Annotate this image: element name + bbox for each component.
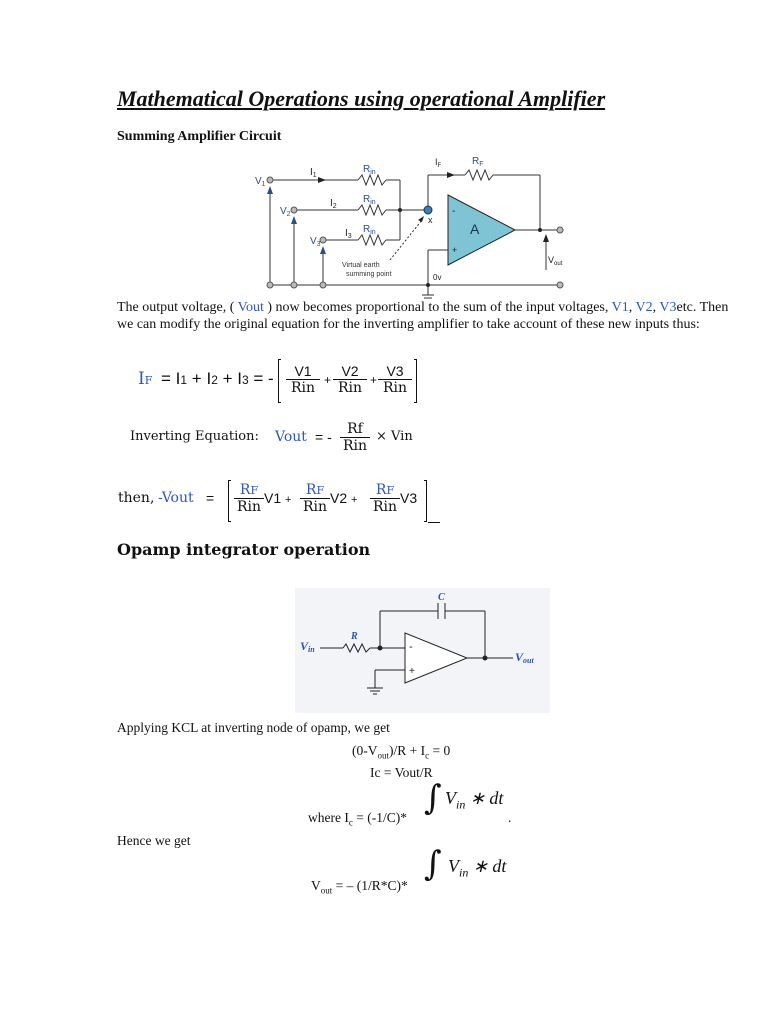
integrand-1: $V_{in}$ ∗ dt	[445, 788, 504, 812]
label-v2: $V_2$	[280, 206, 291, 218]
int-label-plus: +	[409, 666, 415, 677]
summing-amplifier-diagram	[250, 150, 590, 300]
label-amp-a: A	[470, 221, 480, 237]
int-label-c: C	[438, 592, 445, 603]
kcl-equation: $(0-V_{out})/R + I_c = 0$	[352, 743, 451, 761]
int-label-vin: Vin	[300, 639, 315, 654]
label-rf: $R_F$	[472, 156, 484, 168]
vout-equation: $V_{out}$ = – (1/R*C)*	[311, 878, 408, 896]
label-i3: $I_3$	[345, 228, 352, 240]
label-if: $I_F$	[435, 157, 442, 169]
int-label-r: R	[351, 631, 358, 642]
label-plus: +	[452, 245, 458, 255]
paragraph-output-voltage: The output voltage, ( Vout ) now becomes proportional to the sum of the input voltages, V1, V2, V3etc. Then we can modify the original equation for the inverting amplifier to take account of these new inputs thus:	[117, 300, 729, 332]
label-v3: $V_3$	[310, 236, 321, 248]
ic-equation: Ic = Vout/R	[370, 765, 433, 780]
where-ic-equation: where $I_c = (-1/C)*$	[308, 810, 407, 828]
integral-sign-2: ∫	[424, 844, 442, 884]
integrator-diagram	[295, 588, 550, 713]
section-heading-summing: Summing Amplifier Circuit	[117, 129, 282, 144]
label-virtual-earth: Virtual earth summing point	[342, 262, 392, 278]
period: .	[508, 810, 512, 825]
label-rin-2: $R_{in}$	[363, 194, 376, 206]
label-vout: $V_{out}$	[548, 255, 563, 267]
equation-then: then, -Vout = RF Rin V1 + RF Rin V2 + RF Rin V3	[118, 480, 458, 524]
int-label-vout: Vout	[515, 650, 534, 665]
label-v1: $V_1$	[255, 176, 266, 188]
section-heading-integrator: Opamp integrator operation	[117, 540, 371, 559]
label-node-x: x	[428, 215, 433, 225]
kcl-text: Applying KCL at inverting node of opamp, we get	[117, 720, 390, 735]
label-i1: $I_1$	[310, 167, 317, 179]
integrand-2: $V_{in}$ ∗ dt	[448, 856, 507, 880]
integral-sign-1: ∫	[424, 778, 442, 818]
equation-summing-currents: IF = I1 + I2 + I3 = - V1 Rin + V2 Rin + V3 Rin	[138, 363, 418, 403]
label-0v: 0v	[433, 273, 442, 282]
label-minus: -	[452, 206, 456, 217]
int-label-minus: -	[409, 641, 413, 653]
page-title: Mathematical Operations using operational Amplifier	[117, 86, 606, 111]
equation-inverting: Inverting Equation: Vout = - Rf Rin × Vin	[130, 421, 413, 454]
label-rin-1: $R_{in}$	[363, 164, 376, 176]
label-rin-3: $R_{in}$	[363, 224, 376, 236]
label-i2: $I_2$	[330, 198, 337, 210]
inline-vout: Vout	[234, 300, 268, 315]
hence-text: Hence we get	[117, 833, 191, 848]
